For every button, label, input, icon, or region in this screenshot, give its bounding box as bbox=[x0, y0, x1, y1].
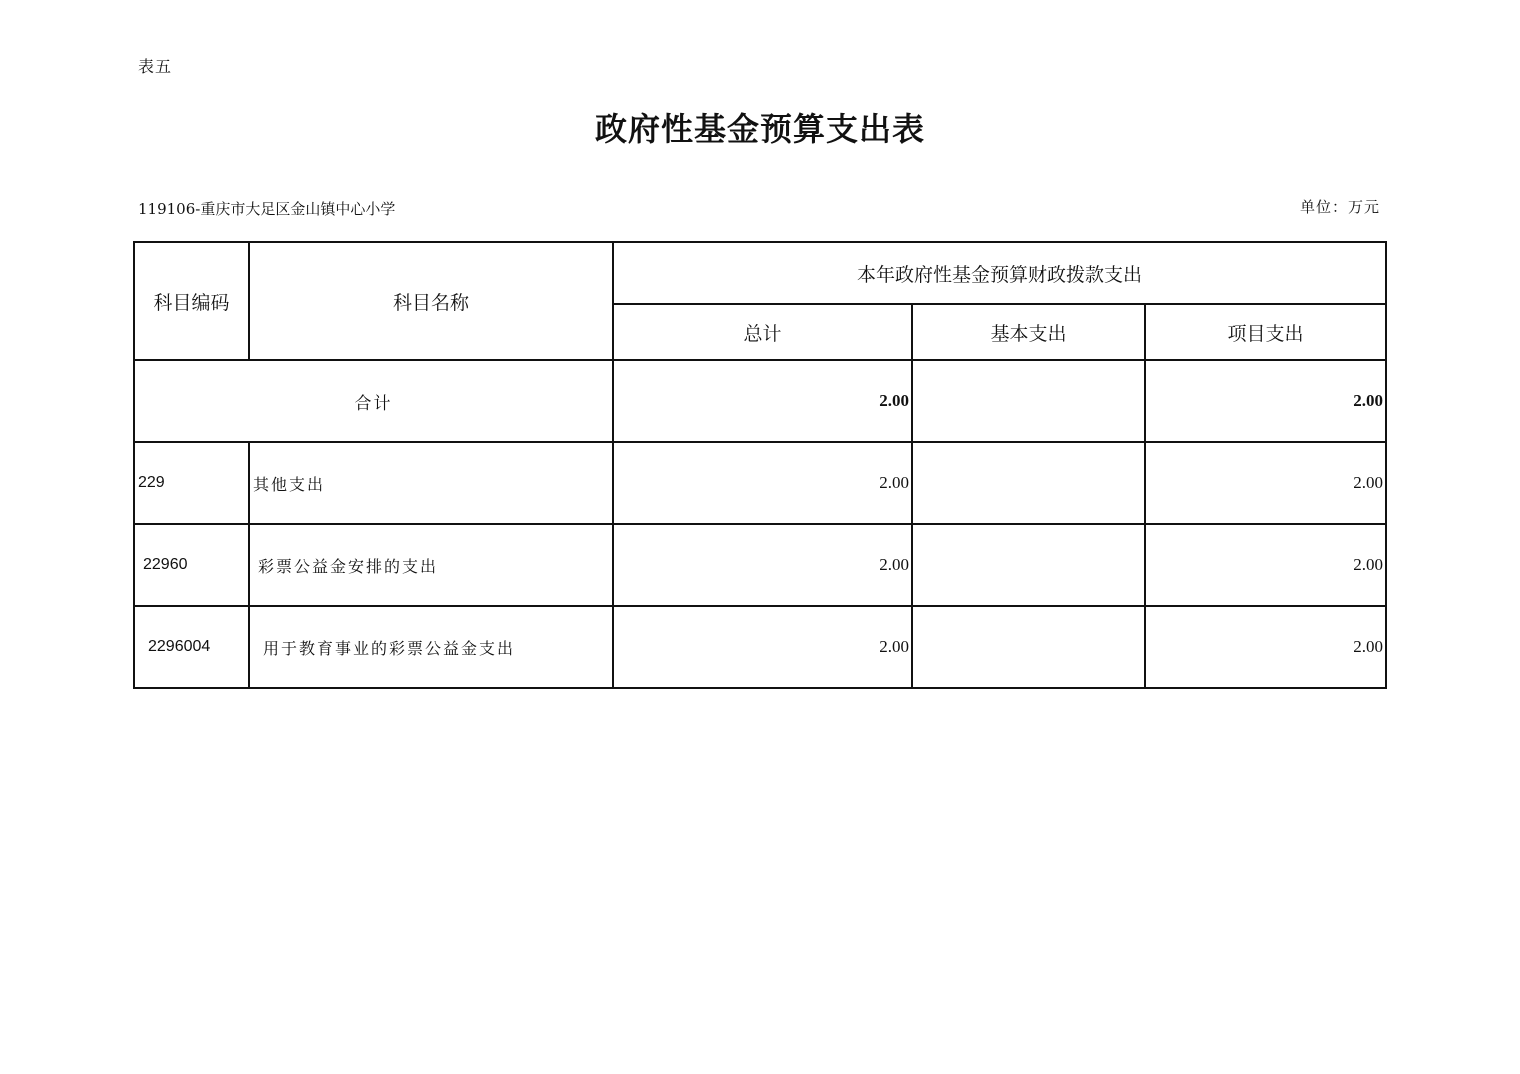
project-cell: 2.00 bbox=[1145, 524, 1386, 606]
header-appropriation-group: 本年政府性基金预算财政拨款支出 bbox=[613, 242, 1386, 304]
organization-name: 119106-重庆市大足区金山镇中心小学 bbox=[138, 200, 396, 218]
header-project-expense: 项目支出 bbox=[1145, 304, 1386, 360]
subject-name-cell: 其他支出 bbox=[249, 442, 613, 524]
header-total: 总计 bbox=[613, 304, 912, 360]
table-row bbox=[134, 442, 1386, 524]
header-subject-code: 科目编码 bbox=[134, 242, 249, 360]
total-label: 合计 bbox=[134, 360, 613, 442]
header-subject-name: 科目名称 bbox=[249, 242, 613, 360]
project-cell: 2.00 bbox=[1145, 442, 1386, 524]
total-row bbox=[134, 360, 1386, 442]
header-basic-expense: 基本支出 bbox=[912, 304, 1145, 360]
subject-name-cell: 彩票公益金安排的支出 bbox=[249, 524, 613, 606]
total-cell-basic bbox=[912, 360, 1145, 442]
table-row bbox=[134, 606, 1386, 688]
basic-cell bbox=[912, 524, 1145, 606]
unit-label: 单位：万元 bbox=[1299, 198, 1380, 216]
basic-cell bbox=[912, 606, 1145, 688]
subject-code-cell: 22960 bbox=[134, 524, 249, 606]
subject-code-cell: 2296004 bbox=[134, 606, 249, 688]
total-cell: 2.00 bbox=[613, 606, 912, 688]
subject-name-cell: 用于教育事业的彩票公益金支出 bbox=[249, 606, 613, 688]
total-cell-project: 2.00 bbox=[1145, 360, 1386, 442]
header-row-1 bbox=[134, 242, 1386, 304]
table-row bbox=[134, 524, 1386, 606]
project-cell: 2.00 bbox=[1145, 606, 1386, 688]
table-number-label: 表五 bbox=[138, 57, 173, 76]
total-cell: 2.00 bbox=[613, 442, 912, 524]
total-cell: 2.00 bbox=[613, 524, 912, 606]
total-cell-total: 2.00 bbox=[613, 360, 912, 442]
subject-code-cell: 229 bbox=[134, 442, 249, 524]
page-title: 政府性基金预算支出表 bbox=[594, 110, 925, 148]
budget-table bbox=[133, 241, 1387, 689]
basic-cell bbox=[912, 442, 1145, 524]
